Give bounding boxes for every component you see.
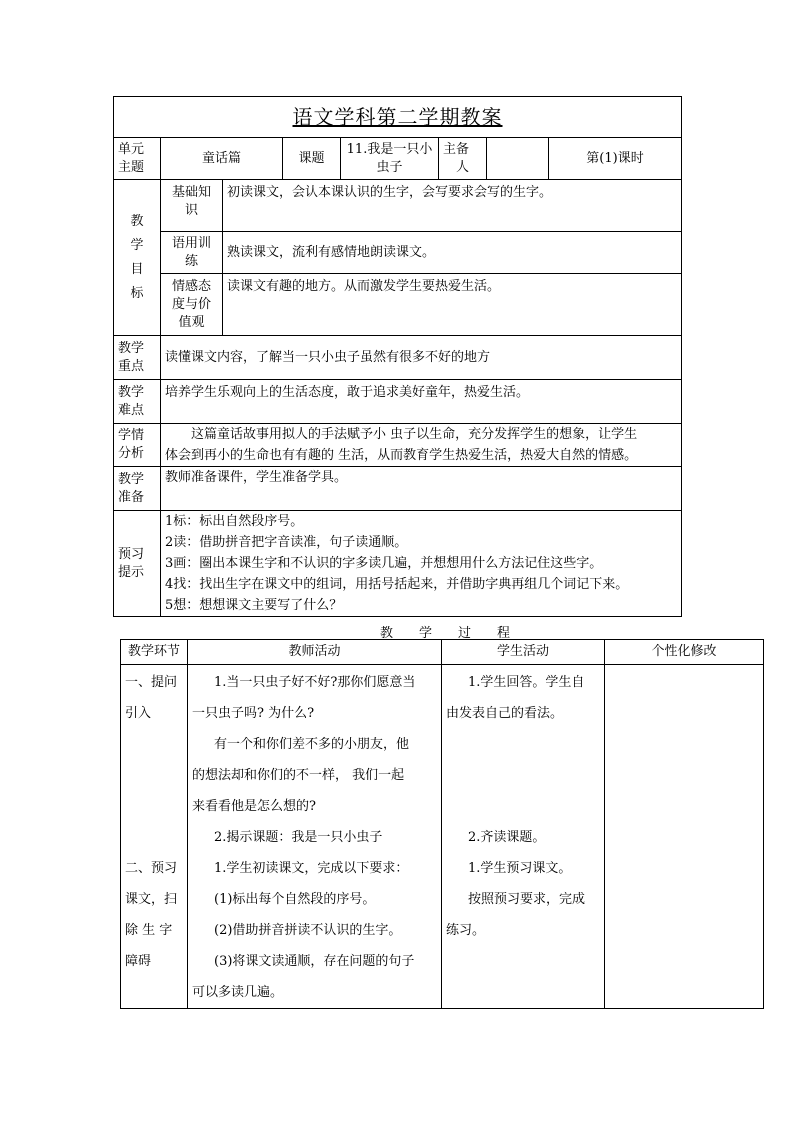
preparation-text: 教师准备课件，学生准备学具。 xyxy=(161,467,682,511)
difficult-points-text: 培养学生乐观向上的生活态度，敢于追求美好童年，热爱生活。 xyxy=(161,380,682,424)
student-activity-column: 1.学生回答。学生自 由发表自己的看法。 2.齐读课题。 1.学生预习课文。 按照预习要求，完成 练习。 xyxy=(442,665,605,1009)
column-header: 学生活动 xyxy=(442,640,605,665)
lead-label: 主备 xyxy=(443,141,470,157)
column-header: 教学环节 xyxy=(121,640,188,665)
document-title: 语文学科第二学期教案 xyxy=(114,97,682,138)
column-header: 个性化修改 xyxy=(605,640,764,665)
teaching-process-table xyxy=(120,639,764,1009)
unit-label: 单元 xyxy=(118,141,145,157)
list-item: 5想：想想课文主要写了什么？ xyxy=(165,598,343,613)
unit-value: 童话篇 xyxy=(161,138,283,180)
stage-column: 一、提问 引入 二、预习 课文，扫 除 生 字 障碍 xyxy=(121,665,188,1009)
student-analysis-text: 这篇童话故事用拟人的手法赋予小 虫子以生命，充分发挥学生的想象，让学生 体会到再小的生命也有有趣的 生活，从而教育学生热爱生活，热爱大自然的情感。 xyxy=(161,424,682,467)
list-item: 3画：圈出本课生字和不认识的字多读几遍，并想想用什么方法记住这些字。 xyxy=(165,556,603,571)
key-points-label: 教学 重点 xyxy=(114,336,161,380)
list-item: 2读：借助拼音把字音读准，句子读通顺。 xyxy=(165,535,408,550)
objective-emotion-label: 情感态 度与价 值观 xyxy=(161,274,223,336)
preparation-label: 教学 准备 xyxy=(114,467,161,511)
student-analysis-label: 学情 分析 xyxy=(114,424,161,467)
process-heading: 教 学 过 程 xyxy=(380,626,512,641)
personal-notes-column xyxy=(605,665,764,1009)
objective-basic-text: 初读课文，会认本课认识的生字，会写要求会写的生字。 xyxy=(223,180,682,232)
key-points-text: 读懂课文内容，了解当一只小虫子虽然有很多不好的地方 xyxy=(161,336,682,380)
topic-label: 课题 xyxy=(283,138,341,180)
objective-language-text: 熟读课文，流利有感情地朗读课文。 xyxy=(223,232,682,274)
topic-value: 11.我是一只小 xyxy=(346,141,433,157)
lesson-plan-table xyxy=(113,96,682,617)
column-header: 教师活动 xyxy=(188,640,442,665)
header-row: 单元 主题 童话篇 课题 11.我是一只小 虫子 主备 人 第(1)课时 xyxy=(114,138,682,180)
lesson-number: 第(1)课时 xyxy=(549,138,682,180)
list-item: 4找：找出生字在课文中的组词，用括号括起来，并借助字典再组几个词记下来。 xyxy=(165,577,629,592)
difficult-points-label: 教学 难点 xyxy=(114,380,161,424)
preview-list xyxy=(161,511,682,617)
objective-language-label: 语用训 练 xyxy=(161,232,223,274)
table-row xyxy=(121,665,764,1009)
objective-emotion-text: 读课文有趣的地方。从而激发学生要热爱生活。 xyxy=(223,274,682,336)
objectives-label: 教 学 目 标 xyxy=(114,180,161,336)
objective-basic-label: 基础知 识 xyxy=(161,180,223,232)
table-header-row xyxy=(121,640,764,665)
preview-label: 预习 提示 xyxy=(114,511,161,617)
teacher-activity-column: 1.当一只虫子好不好?那你们愿意当 一只虫子吗? 为什么? 有一个和你们差不多的小朋友，他 的想法却和你们的不一样， 我们一起 来看看他是怎么想的? 2.揭示课题：我是一只小虫子 1.学生初读课文，完成以下要求： (1)标出每个自然段的序号。 (2)借助拼音拼读不认识的生字。 (3)将课文读通顺，存在问题的句子 可以多读几遍。 xyxy=(188,665,442,1009)
list-item: 1标：标出自然段序号。 xyxy=(165,514,304,529)
lead-value xyxy=(487,138,549,180)
